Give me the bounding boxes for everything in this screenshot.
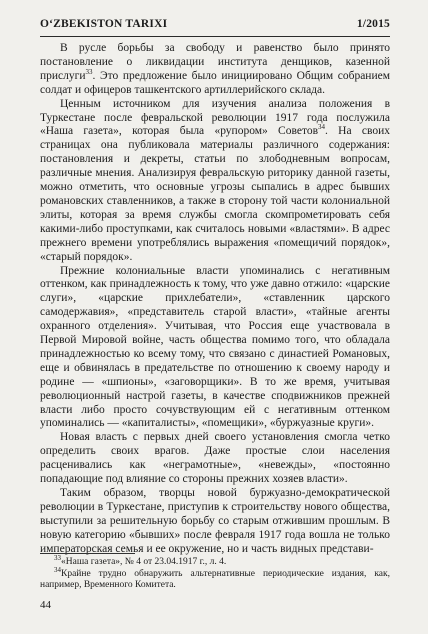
paragraph: В русле борьбы за свободу и равенство было принято постановление о ликвидации института денщиков, казенной прислуги$^{33}$. Это предложение было инициировано Общим собранием солдат и офицеров ташкентского артиллерийского склада. — [40, 42, 390, 96]
footnote: $^{34}$Крайне трудно обнаружить альтернативные периодические издания, как, например, Временного Комитета. — [40, 566, 390, 591]
footnote-ref: 34 — [318, 123, 325, 132]
paragraph: Ценным источником для изучения анализа положения в Туркестане после февральской революции 1917 года послужила «Наша газета», которая была «рупором» Советов$^{34}$. На своих страницах она публиковала материалы различного содержания: постановления и декреты, статьи по злободневным вопросам, различные мнения. Анализируя февральскую риторику данной газеты, можно отметить, что основные угрозы сыпались в адрес бывших романовских ставленников, а также в сторону той части колониальной элиты, которая за время службы смогла скомпрометировать себя какими-либо проступками, как считалось новыми «властями». В адрес прежнего времени употреблялись выражения «помещичий порядок», «старый порядок». — [40, 97, 390, 263]
footnote-ref: 33 — [85, 67, 93, 76]
footnote: $^{33}$«Наша газета», № 4 от 23.04.1917 г., л. 4. — [54, 553, 227, 567]
journal-title: O‘ZBEKISTON TARIXI — [40, 18, 168, 30]
header-rule — [40, 36, 390, 37]
paragraph: Новая власть с первых дней своего установления смогла четко определить своих врагов. Даже простые слои населения расценивались как «неграмотные», «невежды», «постоянно попадающие под влияние со стороны прежних хозяев власти». — [40, 431, 390, 486]
running-header — [40, 18, 390, 34]
footnotes — [40, 553, 390, 593]
paragraph: Прежние колониальные власти упоминались с негативным оттенком, как принадлежность к тому, что уже давно отжило: «царские слуги», «царские прихлебатели», «ставленник царского самодержавия», «представитель старой власти», «тайные агенты охранного отделения». Учитывая, что Россия еще участвовала в Первой Мировой войне, часть общества помимо того, что обладала принадлежностью ко всему тому, что связано с династией Романовых, еще и обвинялась в предательстве по отношению к своему народу и родине — «шпионы», «заговорщики». В то же время, учитывая революционный настрой газеты, в качестве сподвижников прежней власти либо просто сочувствующим ей с негативным оттенком упоминались — «капиталисты», «помещики», «буржуазные круги». — [40, 264, 390, 430]
article-body — [40, 42, 390, 557]
page-number: 44 — [40, 599, 51, 611]
issue-number: 1/2015 — [356, 18, 390, 30]
paragraph: Таким образом, творцы новой буржуазно-демократической революции в Туркестане, приступив к строительству нового общества, выступили за решительную борьбу со старым отжившим прошлым. В новую категорию «бывших» после февраля 1917 года вошла не только императорская семья и ее окружение, но и часть видных представи- — [40, 487, 390, 555]
